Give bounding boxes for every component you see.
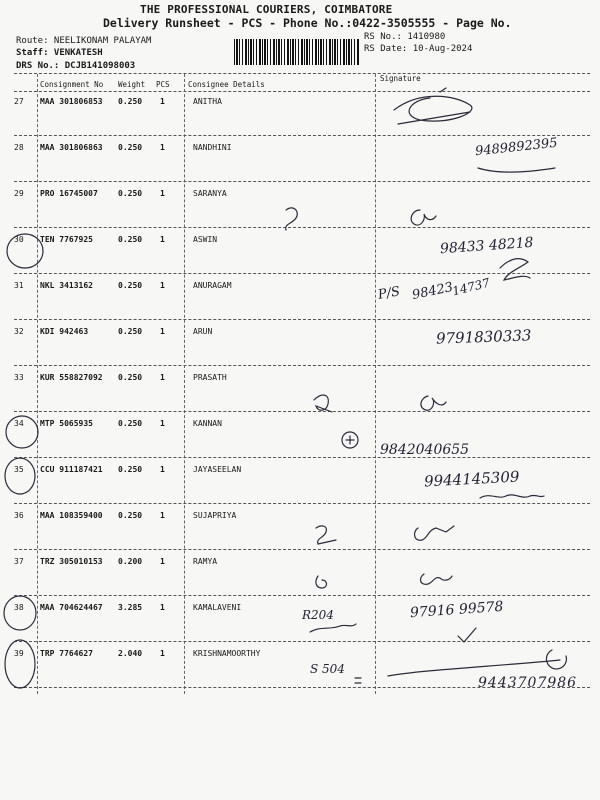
consignee-name: KRISHNAMOORTHY [193, 649, 261, 658]
row-circle-34 [6, 416, 38, 448]
consignment-number: MAA 108359400 [40, 511, 103, 520]
weight-value: 2.040 [118, 649, 143, 658]
col-pcs-header: PCS [156, 80, 170, 89]
weight-value: 3.285 [118, 603, 143, 612]
weight-value: 0.200 [118, 557, 143, 566]
consignment-number: TRZ 305010153 [40, 557, 103, 566]
consignment-number: CCU 911187421 [40, 465, 103, 474]
consignee-name: JAYASEELAN [193, 465, 242, 474]
consignment-number: TEN 7767925 [40, 235, 93, 244]
handwritten-phone-34: 9842040655 [380, 442, 470, 458]
mark-29-left [286, 208, 298, 230]
handwritten-note-31b: 98423 [410, 279, 455, 304]
pcs-value: 1 [160, 649, 165, 658]
weight-value: 0.250 [118, 327, 143, 336]
row-serial: 35 [14, 465, 24, 474]
consignment-number: MTP 5065935 [40, 419, 93, 428]
row-serial: 28 [14, 143, 24, 152]
handwritten-note-39: S 504 [310, 662, 345, 676]
pcs-value: 1 [160, 143, 165, 152]
consignment-number: KDI 942463 [40, 327, 89, 336]
row-circle-39 [5, 640, 35, 688]
drs-number: DRS No.: DCJB141098003 [16, 61, 136, 71]
mark-37-right [421, 574, 452, 584]
row-serial: 32 [14, 327, 24, 336]
mark-36-left [316, 526, 336, 544]
pcs-value: 1 [160, 419, 165, 428]
consignment-number: KUR 558827092 [40, 373, 103, 382]
col-consignment-header: Consignment No [40, 80, 104, 89]
consignee-name: SUJAPRIYA [193, 511, 237, 520]
row-serial: 38 [14, 603, 24, 612]
company-title: THE PROFESSIONAL COURIERS, COIMBATORE [140, 3, 393, 16]
weight-value: 0.250 [118, 419, 143, 428]
signature-line-39 [388, 650, 566, 676]
row-serial: 30 [14, 235, 24, 244]
consignee-name: RAMYA [193, 557, 218, 566]
consignee-name: NANDHINI [193, 143, 232, 152]
handwritten-phone-35: 9944145309 [423, 467, 520, 491]
mark-29-right [411, 210, 436, 225]
pcs-value: 1 [160, 511, 165, 520]
row-serial: 34 [14, 419, 24, 428]
col-signature-header: Signature [380, 74, 421, 83]
weight-value: 0.250 [118, 189, 143, 198]
handwritten-phone-38: 97916 99578 [409, 598, 504, 622]
mark-36-right [415, 526, 454, 540]
handwritten-phone-30: 98433 48218 [439, 234, 534, 258]
handwritten-note-31c: 14737 [450, 275, 492, 299]
consignee-name: ASWIN [193, 235, 218, 244]
runsheet-subtitle: Delivery Runsheet - PCS - Phone No.:0422-3505555 - Page No. [103, 16, 512, 30]
consignee-name: KANNAN [193, 419, 222, 428]
signature-scribble-30 [500, 259, 530, 280]
pcs-value: 1 [160, 281, 165, 290]
weight-value: 0.250 [118, 511, 143, 520]
signature-line-28 [478, 168, 555, 172]
pcs-value: 1 [160, 373, 165, 382]
row-serial: 29 [14, 189, 24, 198]
mark-39-equals [355, 678, 361, 683]
weight-value: 0.250 [118, 235, 143, 244]
handwritten-phone-28: 9489892395 [474, 135, 559, 160]
mark-33-right [421, 396, 446, 410]
row-serial: 36 [14, 511, 24, 520]
consignment-number: PRO 16745007 [40, 189, 98, 198]
pcs-value: 1 [160, 189, 165, 198]
col-weight-header: Weight [118, 80, 146, 89]
consignee-name: ANITHA [193, 97, 222, 106]
handwritten-note-31a: P/S [376, 284, 402, 303]
weight-value: 0.250 [118, 143, 143, 152]
weight-value: 0.250 [118, 465, 143, 474]
consignment-number: TRP 7764627 [40, 649, 93, 658]
signature-scribble-27 [394, 88, 472, 124]
consignment-number: MAA 704624467 [40, 603, 103, 612]
rs-date: RS Date: 10-Aug-2024 [364, 44, 473, 54]
mark-33-left [314, 395, 332, 412]
weight-value: 0.250 [118, 97, 143, 106]
row-serial: 37 [14, 557, 24, 566]
row-serial: 31 [14, 281, 24, 290]
consignee-name: SARANYA [193, 189, 227, 198]
consignee-name: KAMALAVENI [193, 603, 242, 612]
row-serial: 27 [14, 97, 24, 106]
weight-value: 0.250 [118, 373, 143, 382]
mark-35-tamil [480, 495, 544, 498]
pcs-value: 1 [160, 235, 165, 244]
row-circle-38 [4, 596, 36, 630]
mark-38-check [458, 628, 476, 642]
consignment-number: MAA 301806853 [40, 97, 103, 106]
row-circle-35 [5, 458, 35, 494]
weight-value: 0.250 [118, 281, 143, 290]
pcs-value: 1 [160, 327, 165, 336]
route-label: Route: NEELIKONAM PALAYAM [16, 36, 152, 46]
consignee-name: ANURAGAM [193, 281, 232, 290]
mark-38-left2 [310, 624, 356, 632]
consignment-number: NKL 3413162 [40, 281, 93, 290]
pcs-value: 1 [160, 603, 165, 612]
staff-label: Staff: VENKATESH [16, 48, 103, 58]
col-details-header: Consignee Details [188, 80, 265, 89]
handwritten-phone-32: 9791830333 [435, 326, 532, 348]
pcs-value: 1 [160, 557, 165, 566]
handwritten-phone-39: 9443707986 [478, 675, 578, 691]
mark-37-left [316, 576, 327, 588]
row-serial: 33 [14, 373, 24, 382]
consignee-name: ARUN [193, 327, 213, 336]
rs-number: RS No.: 1410980 [364, 32, 446, 42]
mark-34-inner [346, 436, 354, 444]
pcs-value: 1 [160, 97, 165, 106]
row-circle-30 [7, 234, 43, 268]
handwritten-note-38: R204 [302, 608, 334, 622]
row-serial: 39 [14, 649, 24, 658]
consignment-number: MAA 301806863 [40, 143, 103, 152]
consignee-name: PRASATH [193, 373, 227, 382]
pcs-value: 1 [160, 465, 165, 474]
